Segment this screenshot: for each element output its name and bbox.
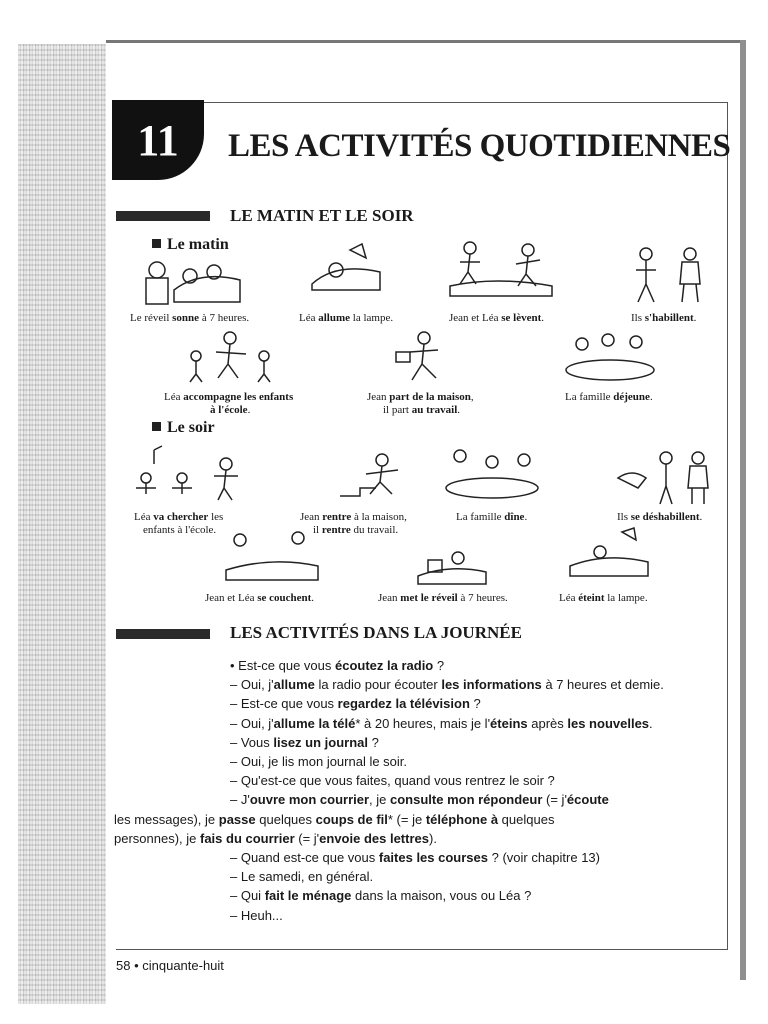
subheading-matin: Le matin	[152, 236, 229, 254]
square-bullet-icon	[152, 239, 161, 248]
caption-reveil-sonne: Le réveil sonne à 7 heures.	[130, 312, 250, 324]
illustration-going-to-bed	[222, 526, 322, 586]
top-edge-line	[106, 40, 746, 43]
page-edge-texture-overlay	[18, 44, 106, 1004]
illustration-alarm-clock-bed	[130, 250, 250, 308]
illustration-dressing	[624, 244, 714, 306]
illustration-children-school	[176, 330, 286, 386]
frame-bottom-rule	[116, 949, 728, 950]
dialogue-line: – Qui fait le ménage dans la maison, vous ou Léa ?	[230, 888, 532, 904]
dialogue-line: – Qu'est-ce que vous faites, quand vous rentrez le soir ?	[230, 773, 555, 789]
caption-famille-dine: La famille dîne.	[456, 511, 528, 523]
dialogue-line: • Est-ce que vous écoutez la radio ?	[230, 658, 445, 673]
dialogue-line: personnes), je fais du courrier (= j'envoie des lettres).	[114, 830, 437, 846]
page-number-footer: 58 • cinquante-huit	[116, 958, 224, 973]
section-title-journee: LES ACTIVITÉS DANS LA JOURNÉE	[230, 623, 522, 642]
dialogue-line: – Le samedi, en général.	[230, 869, 374, 885]
caption-part-maison-line1: Jean part de la maison,	[367, 391, 474, 403]
caption-famille-dejeune: La famille déjeune.	[565, 391, 653, 403]
chapter-number-badge: 11	[112, 100, 204, 180]
dialogue-line: – Vous lisez un journal ?	[230, 734, 379, 750]
dialogue-line: – Oui, j'allume la télé* à 20 heures, mais je l'éteins après les nouvelles.	[230, 715, 653, 731]
caption-eteint-lampe: Léa éteint la lampe.	[559, 592, 648, 604]
dialogue-line: – Heuh...	[230, 907, 283, 923]
illustration-family-dinner	[440, 446, 544, 504]
illustration-lamp	[306, 240, 386, 292]
dialogue-line: – Est-ce que vous regardez la télévision ?	[230, 696, 481, 712]
caption-va-chercher-line1: Léa va chercher les	[134, 511, 224, 523]
dialogue-line: les messages), je passe quelques coups de fil* (= je téléphone à quelques	[114, 811, 555, 827]
illustration-picking-up-children	[122, 442, 246, 504]
caption-rentre-line1: Jean rentre à la maison,	[300, 511, 407, 523]
illustration-coming-home	[336, 452, 426, 500]
section-bar-2	[116, 629, 210, 639]
illustration-setting-alarm	[414, 536, 490, 586]
section-bar-1	[116, 211, 210, 221]
section-title-matin-soir: LE MATIN ET LE SOIR	[230, 206, 414, 225]
caption-se-levent: Jean et Léa se lèvent.	[449, 312, 544, 324]
dialogue-line: – J'ouvre mon courrier, je consulte mon répondeur (= j'écoute	[230, 792, 609, 808]
caption-part-maison-line2: il part au travail.	[383, 404, 460, 416]
frame-right-rule	[727, 102, 728, 950]
caption-se-deshabillent: Ils se déshabillent.	[617, 511, 703, 523]
square-bullet-icon	[152, 422, 161, 431]
frame-top-rule	[116, 102, 728, 103]
caption-rentre-line2: il rentre du travail.	[313, 524, 399, 536]
illustration-undressing	[612, 448, 716, 508]
chapter-title: LES ACTIVITÉS QUOTIDIENNES	[228, 128, 731, 164]
subheading-soir: Le soir	[152, 419, 215, 437]
right-edge-shadow	[740, 40, 746, 980]
dialogue-line: – Quand est-ce que vous faites les courses ? (voir chapitre 13)	[230, 850, 600, 866]
dialogue-line: – Oui, j'allume la radio pour écouter les informations à 7 heures et demie.	[230, 677, 664, 693]
caption-lea-allume: Léa allume la lampe.	[299, 312, 394, 324]
dialogue-block	[114, 656, 664, 925]
caption-accompagne-line1: Léa accompagne les enfants	[164, 391, 294, 403]
illustration-turning-off-lamp	[566, 526, 652, 582]
caption-va-chercher-line2: enfants à l'école.	[143, 524, 217, 536]
illustration-family-breakfast	[560, 326, 660, 384]
illustration-getting-up	[446, 236, 556, 300]
caption-se-couchent: Jean et Léa se couchent.	[205, 592, 315, 604]
dialogue-line: – Oui, je lis mon journal le soir.	[230, 754, 408, 770]
illustration-leaving-house	[388, 330, 458, 388]
caption-accompagne-line2: à l'école.	[210, 404, 251, 416]
caption-met-reveil: Jean met le réveil à 7 heures.	[378, 592, 508, 604]
caption-s-habillent: Ils s'habillent.	[631, 312, 697, 324]
